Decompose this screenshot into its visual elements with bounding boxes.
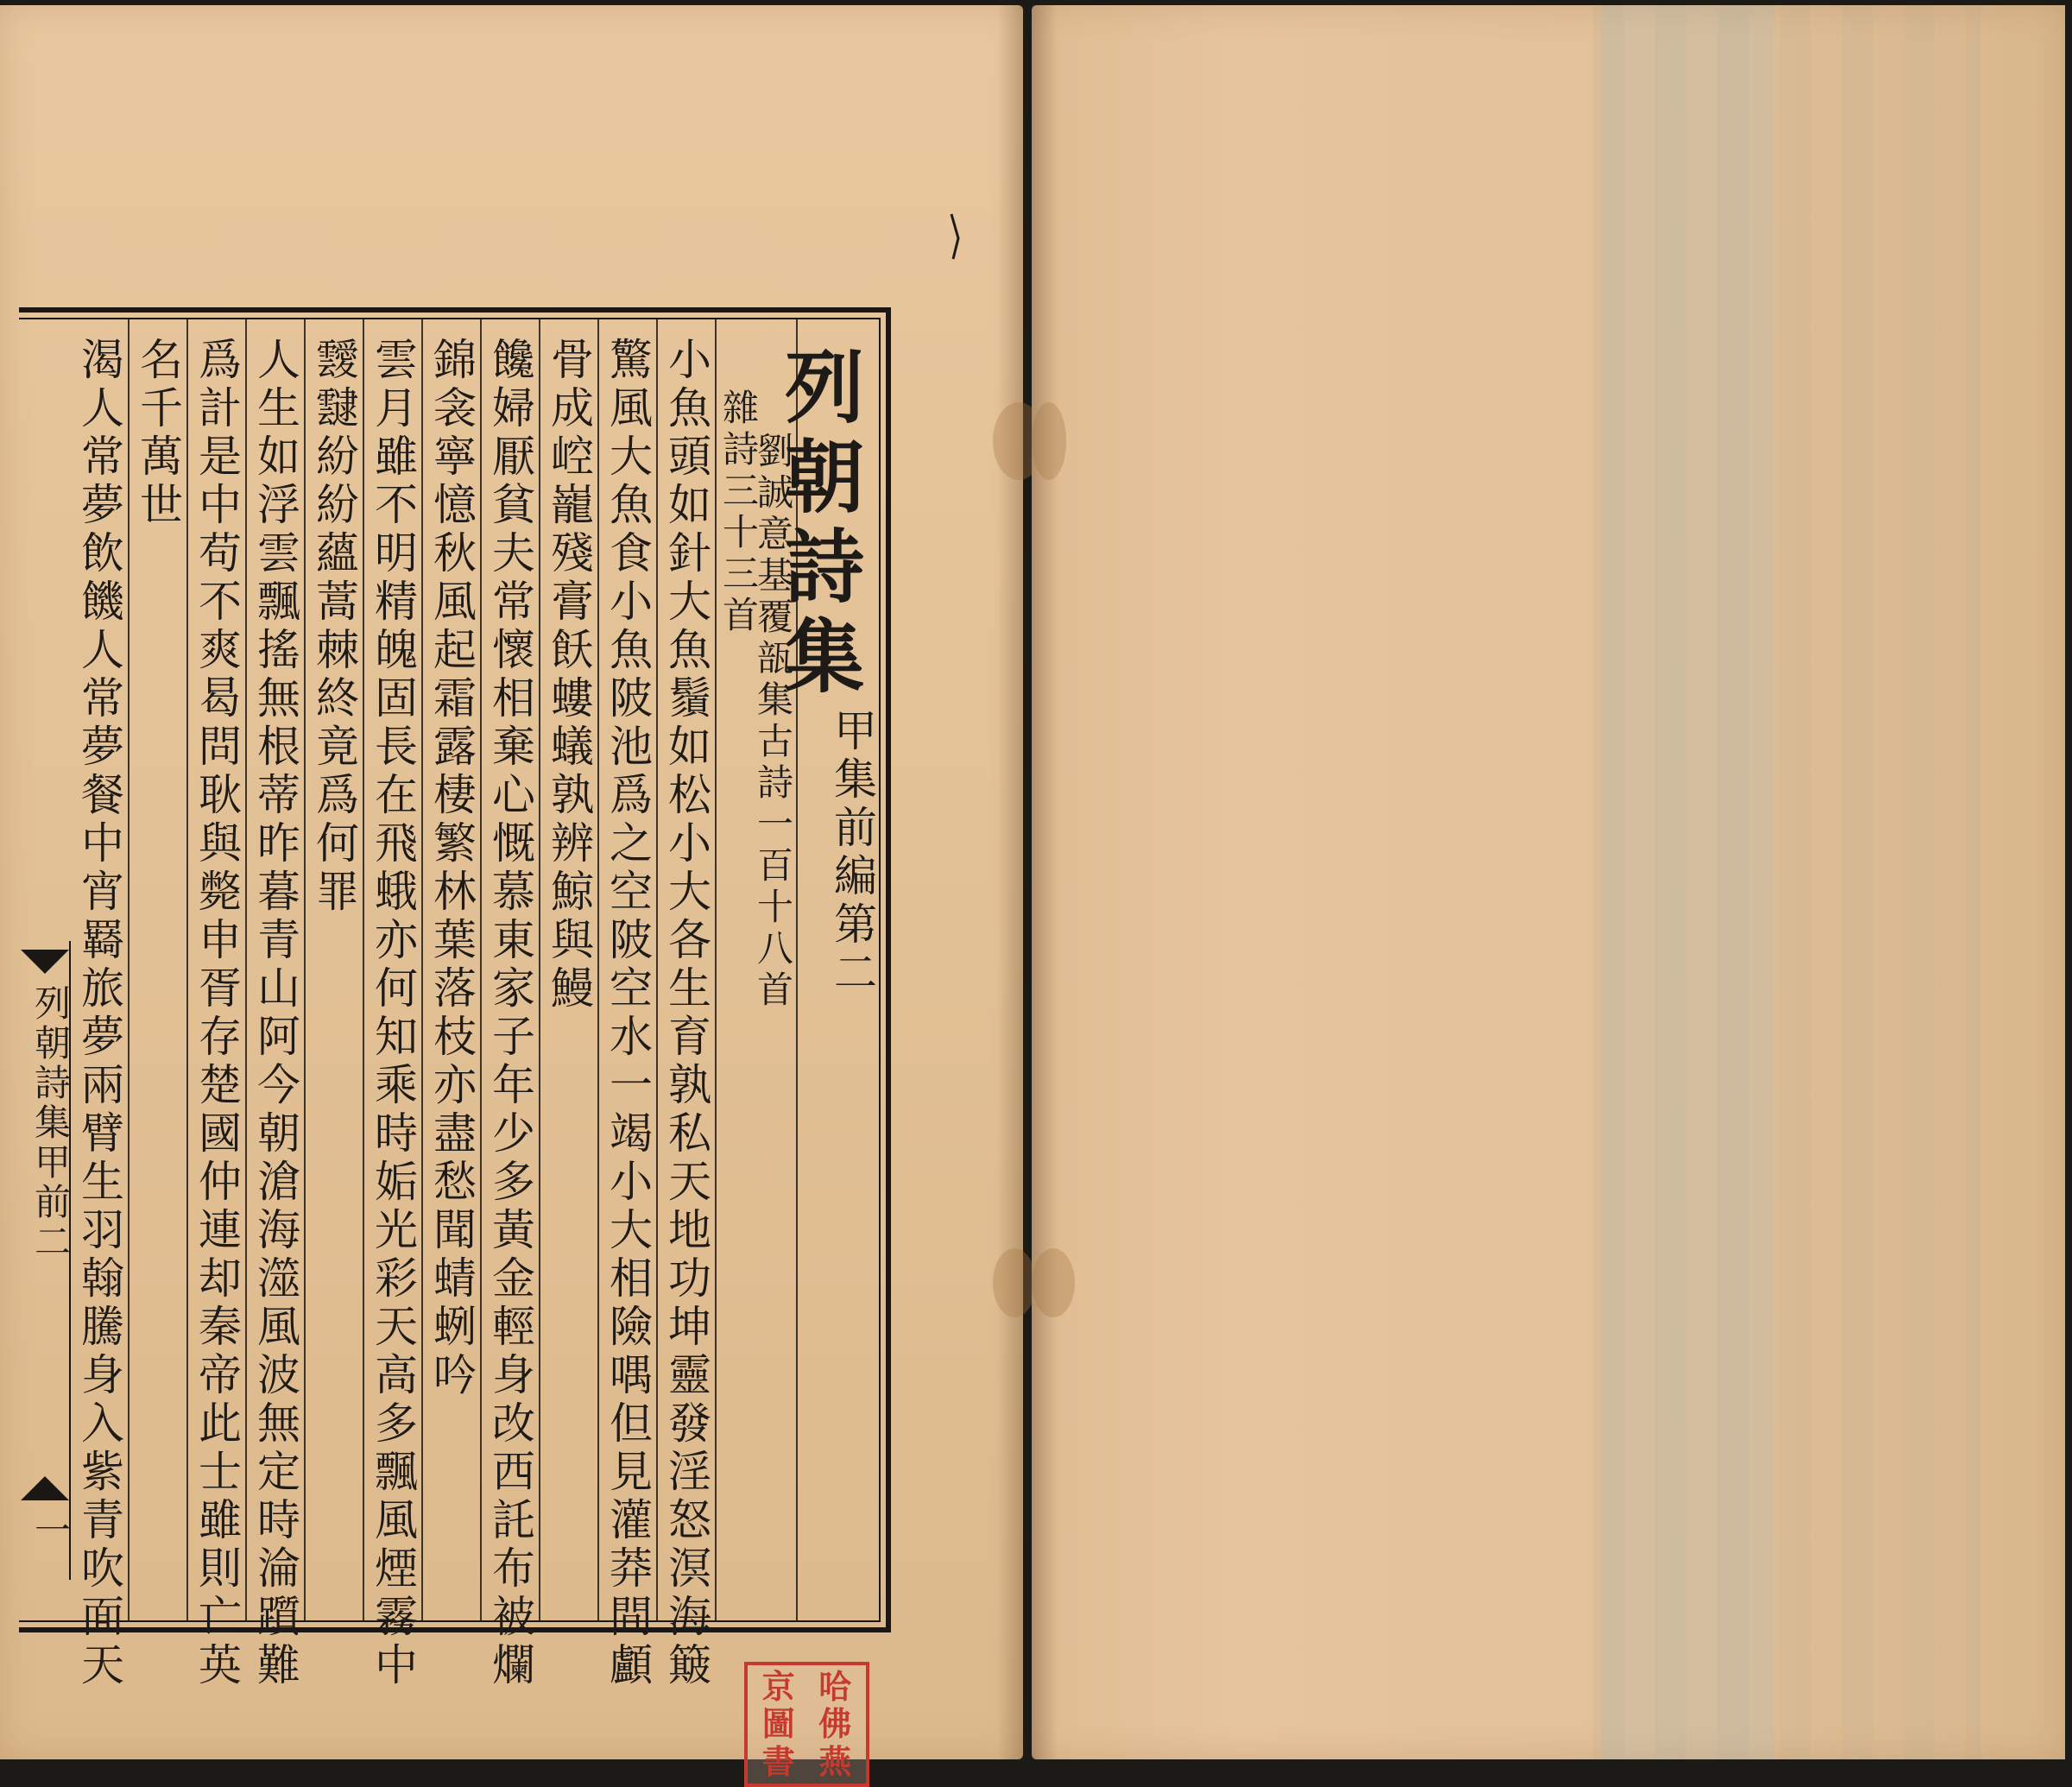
column-rule <box>715 319 717 1620</box>
column-rule <box>128 319 130 1620</box>
column-rule <box>363 319 364 1620</box>
left-page <box>0 5 1023 1782</box>
poem-column-9: 爲計是中苟不爽曷問耿與斃申胥存楚國仲連却秦帝此士雖則亡英 <box>192 337 242 1690</box>
section-title: 雜詩三十三首 <box>717 388 760 637</box>
column-rule <box>539 319 540 1620</box>
author-line: 劉誠意基覆瓿集古詩一百十八首 <box>752 432 794 1012</box>
poem-column-1: 小魚頭如針大魚鬚如松小大各生育孰私天地功坤靈發淫怒溟海簸 <box>661 337 711 1690</box>
glue-stain <box>1032 402 1066 480</box>
seal-char: 圖 <box>761 1704 795 1744</box>
column-rule <box>304 319 306 1620</box>
fish-tail-top-icon <box>21 950 69 974</box>
block-heart-center-column <box>19 941 71 1580</box>
column-rule <box>421 319 423 1620</box>
column-rule <box>186 319 188 1620</box>
column-rule <box>480 319 482 1620</box>
poem-column-2: 驚風大魚食小魚陂池爲之空陂空水一竭小大相險喁但見灌莽間顱 <box>603 337 653 1690</box>
poem-column-4: 饞婦厭貧夫常懷相棄心慨慕東家子年少多黃金輕身改西託布被爛 <box>485 337 535 1690</box>
seal-char: 燕 <box>818 1742 852 1782</box>
glue-stain <box>993 1248 1036 1317</box>
poem-column-11: 渴人常夢飲饑人常夢餐中宵羇旅夢兩臂生羽翰騰身入紫青吹面天 <box>74 337 124 1690</box>
poem-column-5: 錦衾寧憶秋風起霜露棲繁林葉落枝亦盡愁聞蜻蛚吟 <box>426 337 477 1400</box>
poem-column-3: 骨成崆巃殘膏飫螻蟻孰辨鯨與鰻 <box>544 337 594 1013</box>
printed-block-frame <box>19 307 891 1782</box>
gutter-shadow-left <box>997 5 1023 1759</box>
printed-block-inner-frame <box>19 318 881 1782</box>
seal-char: 書 <box>761 1742 795 1782</box>
show-through-print <box>1593 5 1981 1759</box>
gutter-shadow-right <box>1032 5 1058 1759</box>
column-rule <box>597 319 599 1620</box>
seal-char: 京 <box>761 1666 795 1706</box>
fish-tail-bottom-icon <box>21 1476 69 1500</box>
column-rule <box>245 319 247 1620</box>
glue-stain <box>1032 1248 1075 1317</box>
ink-mark <box>950 212 962 261</box>
column-rule <box>656 319 658 1620</box>
right-page-blank <box>1032 5 2065 1759</box>
page-title: 列朝詩集 <box>772 345 865 704</box>
collection-heading: 甲集前編第二 <box>827 708 877 998</box>
poem-column-6: 雲月雖不明精魄固長在飛蛾亦何知乘時姤光彩天高多飄風煙霧中 <box>368 337 418 1690</box>
seal-char: 哈 <box>818 1666 852 1706</box>
block-heart-page-number: 一 <box>29 1511 72 1547</box>
seal-char: 佛 <box>818 1704 852 1744</box>
poem-column-8: 人生如浮雲飄搖無根蒂昨暮青山阿今朝滄海澨風波無定時淪躓難 <box>250 337 300 1690</box>
library-seal <box>744 1662 869 1787</box>
block-heart-title: 列朝詩集甲前二 <box>29 984 72 1262</box>
poem-column-7: 靉靆紛紛蘊蒿棘終竟爲何罪 <box>309 337 359 917</box>
poem-column-10: 名千萬世 <box>133 337 183 530</box>
